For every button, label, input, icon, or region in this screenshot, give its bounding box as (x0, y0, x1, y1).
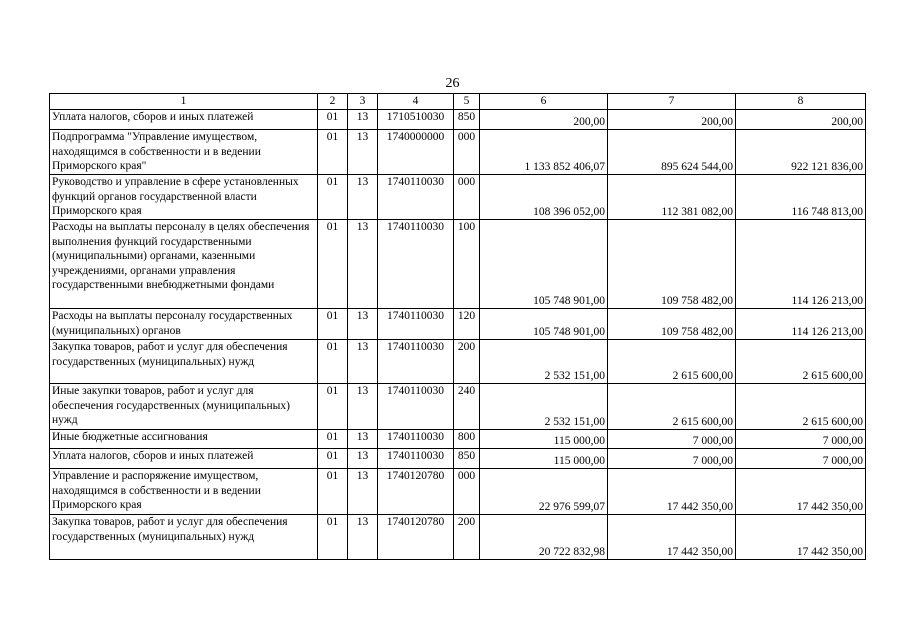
amount-col8: 200,00 (736, 110, 866, 130)
table-row (50, 515, 866, 560)
expense-type-code: 000 (454, 469, 480, 515)
expense-type-code: 100 (454, 220, 480, 309)
row-name: Расходы на выплаты персоналу в целях обеспечения выполнения функций государственными (муниципальными) органами, казенными учреждениями, органами управления государственными внебюджетными фондами (50, 220, 318, 309)
amount-col7: 112 381 082,00 (608, 175, 736, 220)
target-article-code: 1740110030 (378, 340, 454, 384)
amount-col6: 105 748 901,00 (480, 309, 608, 340)
amount-col8: 17 442 350,00 (736, 515, 866, 560)
subsection-code: 13 (348, 130, 378, 175)
subsection-code: 13 (348, 384, 378, 430)
column-header: 3 (348, 94, 378, 110)
section-code: 01 (318, 449, 348, 469)
subsection-code: 13 (348, 340, 378, 384)
target-article-code: 1740110030 (378, 220, 454, 309)
section-code: 01 (318, 130, 348, 175)
amount-col7: 7 000,00 (608, 449, 736, 469)
subsection-code: 13 (348, 220, 378, 309)
expense-type-code: 120 (454, 309, 480, 340)
amount-col6: 22 976 599,07 (480, 469, 608, 515)
amount-col8: 114 126 213,00 (736, 220, 866, 309)
table-row (50, 110, 866, 130)
amount-col8: 2 615 600,00 (736, 340, 866, 384)
expense-type-code: 850 (454, 449, 480, 469)
amount-col8: 7 000,00 (736, 449, 866, 469)
target-article-code: 1740000000 (378, 130, 454, 175)
amount-col6: 20 722 832,98 (480, 515, 608, 560)
amount-col8: 7 000,00 (736, 430, 866, 449)
row-name: Закупка товаров, работ и услуг для обеспечения государственных (муниципальных) нужд (50, 515, 318, 560)
amount-col7: 109 758 482,00 (608, 220, 736, 309)
subsection-code: 13 (348, 430, 378, 449)
section-code: 01 (318, 309, 348, 340)
amount-col8: 2 615 600,00 (736, 384, 866, 430)
column-header: 5 (454, 94, 480, 110)
column-header: 7 (608, 94, 736, 110)
column-header: 2 (318, 94, 348, 110)
row-name: Закупка товаров, работ и услуг для обеспечения государственных (муниципальных) нужд (50, 340, 318, 384)
target-article-code: 1740110030 (378, 175, 454, 220)
target-article-code: 1740120780 (378, 469, 454, 515)
amount-col7: 2 615 600,00 (608, 340, 736, 384)
subsection-code: 13 (348, 110, 378, 130)
section-code: 01 (318, 175, 348, 220)
column-header: 4 (378, 94, 454, 110)
table-row (50, 340, 866, 384)
section-code: 01 (318, 430, 348, 449)
amount-col8: 116 748 813,00 (736, 175, 866, 220)
table-row (50, 469, 866, 515)
column-header: 8 (736, 94, 866, 110)
table-row (50, 430, 866, 449)
table-header-row (50, 94, 866, 110)
amount-col6: 115 000,00 (480, 430, 608, 449)
expense-type-code: 200 (454, 340, 480, 384)
column-header: 6 (480, 94, 608, 110)
amount-col7: 17 442 350,00 (608, 469, 736, 515)
amount-col6: 108 396 052,00 (480, 175, 608, 220)
amount-col8: 922 121 836,00 (736, 130, 866, 175)
amount-col6: 105 748 901,00 (480, 220, 608, 309)
amount-col6: 200,00 (480, 110, 608, 130)
target-article-code: 1740110030 (378, 384, 454, 430)
amount-col6: 1 133 852 406,07 (480, 130, 608, 175)
amount-col8: 114 126 213,00 (736, 309, 866, 340)
amount-col7: 7 000,00 (608, 430, 736, 449)
amount-col7: 895 624 544,00 (608, 130, 736, 175)
row-name: Иные бюджетные ассигнования (50, 430, 318, 449)
table-row (50, 220, 866, 309)
column-header: 1 (50, 94, 318, 110)
amount-col6: 115 000,00 (480, 449, 608, 469)
subsection-code: 13 (348, 469, 378, 515)
row-name: Уплата налогов, сборов и иных платежей (50, 449, 318, 469)
row-name: Управление и распоряжение имуществом, находящимся в собственности и в ведении Приморского края (50, 469, 318, 515)
subsection-code: 13 (348, 515, 378, 560)
target-article-code: 1740110030 (378, 449, 454, 469)
table-row (50, 449, 866, 469)
section-code: 01 (318, 384, 348, 430)
subsection-code: 13 (348, 449, 378, 469)
section-code: 01 (318, 469, 348, 515)
section-code: 01 (318, 220, 348, 309)
section-code: 01 (318, 515, 348, 560)
table-row (50, 175, 866, 220)
expense-type-code: 200 (454, 515, 480, 560)
target-article-code: 1740110030 (378, 430, 454, 449)
amount-col8: 17 442 350,00 (736, 469, 866, 515)
expense-type-code: 240 (454, 384, 480, 430)
table-row (50, 130, 866, 175)
expense-type-code: 850 (454, 110, 480, 130)
amount-col6: 2 532 151,00 (480, 340, 608, 384)
amount-col7: 2 615 600,00 (608, 384, 736, 430)
table-row (50, 384, 866, 430)
row-name: Расходы на выплаты персоналу государственных (муниципальных) органов (50, 309, 318, 340)
row-name: Уплата налогов, сборов и иных платежей (50, 110, 318, 130)
row-name: Иные закупки товаров, работ и услуг для обеспечения государственных (муниципальных) нужд (50, 384, 318, 430)
expense-type-code: 000 (454, 175, 480, 220)
target-article-code: 1740120780 (378, 515, 454, 560)
expense-type-code: 800 (454, 430, 480, 449)
table-row (50, 309, 866, 340)
page-number: 26 (445, 76, 460, 91)
target-article-code: 1740110030 (378, 309, 454, 340)
amount-col7: 200,00 (608, 110, 736, 130)
row-name: Руководство и управление в сфере установленных функций органов государственной власти Приморского края (50, 175, 318, 220)
subsection-code: 13 (348, 309, 378, 340)
target-article-code: 1710510030 (378, 110, 454, 130)
amount-col6: 2 532 151,00 (480, 384, 608, 430)
row-name: Подпрограмма "Управление имуществом, находящимся в собственности и в ведении Приморского края" (50, 130, 318, 175)
section-code: 01 (318, 340, 348, 384)
amount-col7: 109 758 482,00 (608, 309, 736, 340)
subsection-code: 13 (348, 175, 378, 220)
amount-col7: 17 442 350,00 (608, 515, 736, 560)
expense-type-code: 000 (454, 130, 480, 175)
budget-table (49, 93, 866, 560)
section-code: 01 (318, 110, 348, 130)
